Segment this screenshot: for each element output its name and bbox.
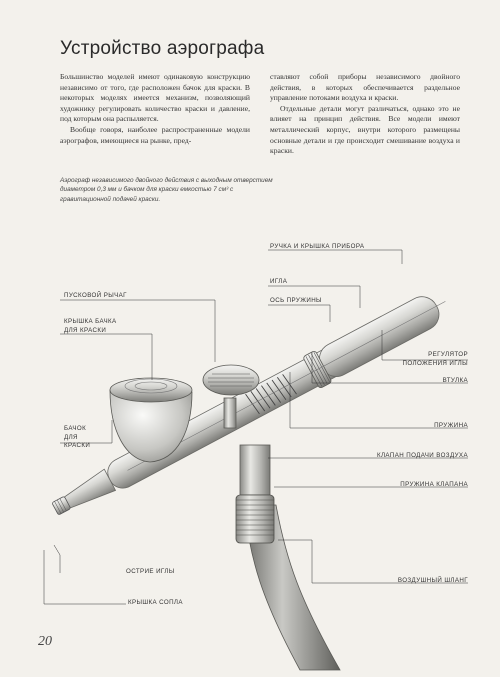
label-air-valve: КЛАПАН ПОДАЧИ ВОЗДУХА: [376, 452, 468, 459]
label-handle-cap: РУЧКА И КРЫШКА ПРИБОРА: [270, 243, 365, 250]
knurled-connector: [236, 495, 274, 543]
label-spring: ПРУЖИНА: [434, 422, 468, 429]
page-number: 20: [38, 634, 52, 649]
label-nozzle-cap: КРЫШКА СОПЛА: [128, 599, 183, 606]
label-trigger: ПУСКОВОЙ РЫЧАГ: [64, 292, 127, 299]
trigger-lever: [203, 365, 259, 395]
paragraph: Большинство моделей имеют одинаковую конструкцию независимо от того, где расположен бачок для краски. В некоторых моделях имеется механизм, позволяющий художнику регулировать количество краски и давление, под которым она распыляется.: [60, 72, 250, 124]
label-cup-lid: [64, 318, 117, 335]
label-line: ДЛЯ КРАСКИ: [64, 326, 107, 334]
label-bushing: ВТУЛКА: [442, 377, 468, 384]
label-valve-spring: ПРУЖИНА КЛАПАНА: [400, 481, 468, 488]
label-line: ПОЛОЖЕНИЯ ИГЛЫ: [402, 359, 468, 367]
page-title: Устройство аэрографа: [60, 38, 265, 59]
label-line: БАЧОК: [64, 425, 87, 432]
paragraph: ставляют собой приборы независимого двойного действия, в которых обеспечивается раздельное управление потоками воздуха и краски.: [270, 72, 460, 103]
label-needle-regulator: [403, 351, 468, 368]
label-line: КРЫШКА БАЧКА: [64, 318, 117, 325]
label-air-hose: ВОЗДУШНЫЙ ШЛАНГ: [397, 577, 468, 584]
label-needle: ИГЛА: [270, 278, 288, 285]
label-line: ДЛЯ: [64, 433, 78, 441]
label-paint-cup: [64, 425, 90, 451]
air-valve: [240, 445, 270, 495]
label-line: РЕГУЛЯТОР: [428, 351, 468, 358]
label-line: КРАСКИ: [64, 442, 91, 450]
label-needle-tip: ОСТРИЕ ИГЛЫ: [126, 568, 175, 575]
figure-caption: Аэрограф независимого двойного действия с выходным отверстием диаметром 0,3 мм и бачком для краски емкостью 7 см³ с гравитационной подачей краски.: [60, 177, 273, 203]
paragraph: Вообще говоря, наиболее распространенные модели аэрографов, имеющиеся на рынке, пред-: [60, 124, 250, 145]
label-spring-axis: ОСЬ ПРУЖИНЫ: [270, 297, 322, 304]
paragraph: Отдельные детали могут различаться, однако это не влияет на принцип действия. Все модели имеют металлический корпус, внутри которого размещены основные детали и где происходит смешивание воздуха и краски.: [270, 103, 460, 156]
